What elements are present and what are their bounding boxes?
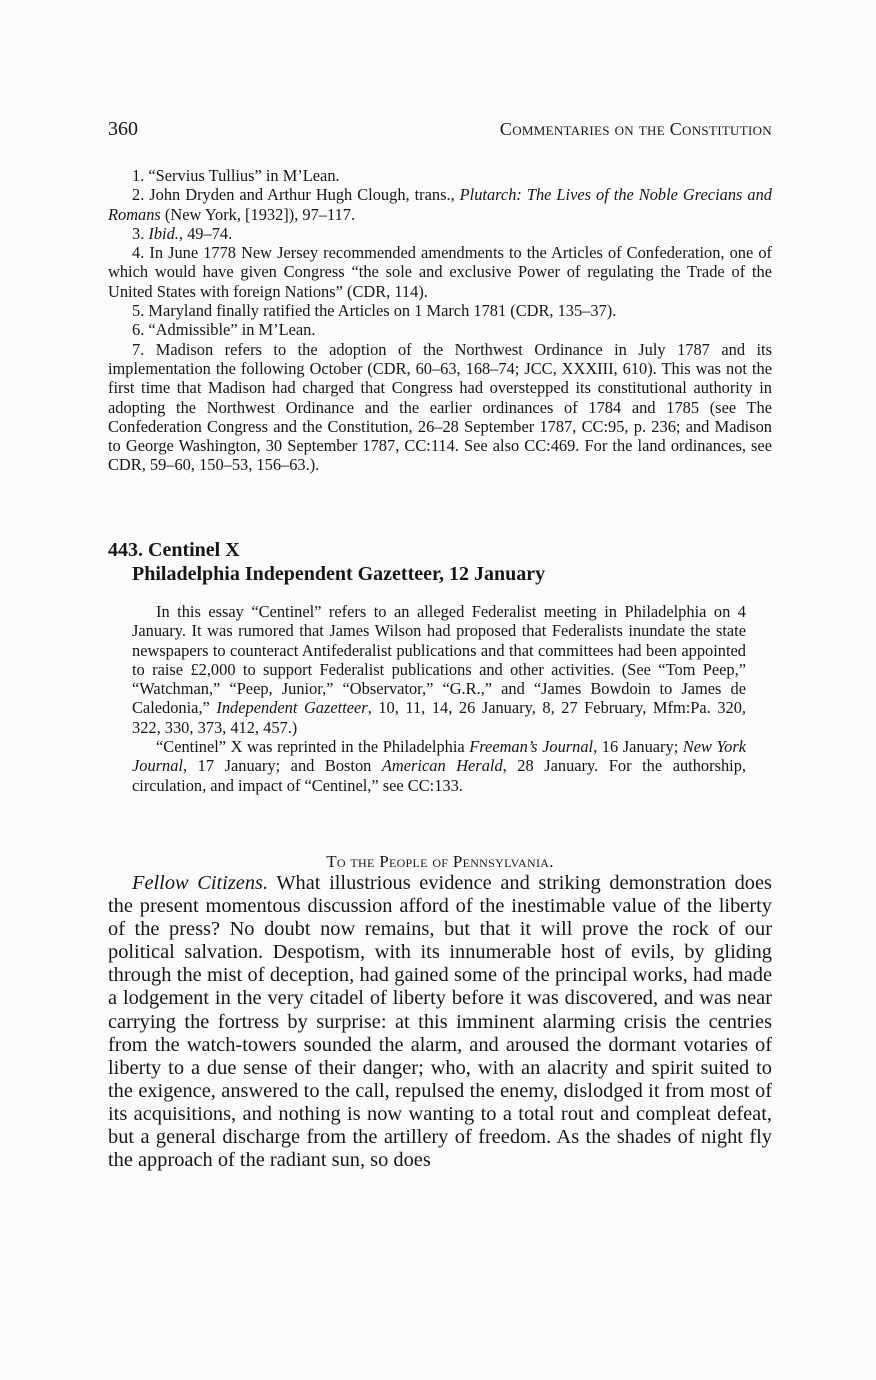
- note-4-text: 4. In June 1778 New Jersey recommended amendments to the Articles of Confederation, one of which would have given Congress “the sole and exclusive Power of regulating the Trade of the United States with foreign Nations” (CDR, 114).: [108, 243, 772, 301]
- running-head: Commentaries on the Constitution: [499, 119, 772, 139]
- note-7: [108, 340, 772, 475]
- document-source: Philadelphia Independent Gazetteer, 12 January: [132, 563, 546, 585]
- headnote-paragraph-1: [132, 602, 746, 737]
- footnotes-section: [108, 166, 772, 475]
- headnote-paragraph-2: [132, 737, 746, 795]
- note-3-ibid: Ibid.: [148, 223, 179, 243]
- address-line: To the People of Pennsylvania.: [326, 852, 554, 871]
- headnote-2-text-d: , 28 January. For the authorship, circulation, and impact of “Centinel,” see CC:133.: [132, 756, 746, 795]
- salutation: Fellow Citizens.: [132, 872, 269, 894]
- note-1-text: 1. “Servius Tullius” in M’Lean.: [132, 166, 340, 185]
- headnote-1-dates: , 10, 11, 14, 26 January, 8, 27 February, Mfm:Pa. 320, 322, 330, 373, 412, 457.): [132, 698, 747, 737]
- note-3-number: 3.: [132, 223, 149, 243]
- note-4: [108, 243, 772, 301]
- essay-paragraph: [108, 872, 772, 1172]
- headnote: [132, 602, 746, 795]
- headnote-1-newspaper: Independent Gazetteer: [216, 698, 368, 718]
- note-2-text: 2. John Dryden and Arthur Hugh Clough, trans.,: [132, 185, 460, 205]
- document-heading: [108, 538, 772, 586]
- headnote-2-text-a: “Centinel” X was reprinted in the Philadelphia: [156, 737, 470, 757]
- note-5-text: 5. Maryland finally ratified the Articles on 1 March 1781 (CDR, 135–37).: [132, 301, 617, 321]
- note-6: [108, 320, 772, 339]
- essay-text: What illustrious evidence and striking demonstration does the present momentous discussion afford of the inestimable value of the liberty of the press? No doubt now remains, but that it will prove the rock of our political salvation. Despotism, with its innumerable host of evils, by gliding through the mist of deception, had gained some of the principal works, had made a lodgement in the very citadel of liberty before it was discovered, and was near carrying the fortress by surprise: at this imminent alarming crisis the centries from the watch-towers sounded the alarm, and aroused the dormant votaries of liberty to a due sense of their danger; who, with an alacrity and spirit suited to the exigence, answered to the call, repulsed the enemy, dislodged it from most of its acquisitions, and nothing is now wanting to a total rout and compleat defeat, but a general discharge from the artillery of freedom. As the shades of night fly the approach of the radiant sun, so does: [108, 872, 772, 1172]
- headnote-2-american-herald: American Herald: [381, 756, 503, 776]
- page-number: 360: [108, 118, 138, 140]
- document-title: 443. Centinel X: [108, 539, 240, 561]
- essay-body: [108, 872, 772, 1172]
- headnote-2-freemans-journal: Freeman’s Journal: [469, 737, 594, 757]
- page-header: [108, 118, 772, 141]
- note-1: [108, 166, 772, 185]
- headnote-2-text-b: , 16 January;: [593, 737, 683, 757]
- note-2: [108, 185, 772, 224]
- note-5: [108, 301, 772, 320]
- headnote-1-text: In this essay “Centinel” refers to an alleged Federalist meeting in Philadelphia on 4 January. It was rumored that James Wilson had proposed that Federalists inundate the state newspapers to counteract Antifederalist publications and that committees had been appointed to raise £2,000 to support Federalist publications and other activities. (See “Tom Peep,” “Watchman,” “Peep, Junior,” “Observator,” “G.R.,” and “James Bowdoin to James de Caledonia,”: [132, 602, 746, 718]
- note-2-title: Plutarch: The Lives of the Noble Grecians and Romans: [108, 185, 772, 224]
- note-6-text: 6. “Admissible” in M’Lean.: [132, 320, 316, 340]
- note-2-citation: (New York, [1932]), 97–117.: [160, 204, 356, 224]
- headnote-2-new-york-journal: New York Journal: [132, 737, 746, 776]
- note-7-text: 7. Madison refers to the adoption of the Northwest Ordinance in July 1787 and its implementation the following October (CDR, 60–63, 168–74; JCC, XXXIII, 610). This was not the first time that Madison had charged that Congress had overstepped its constitutional authority in adopting the Northwest Ordinance and the earlier ordinances of 1784 and 1785 (see The Confederation Congress and the Constitution, 26–28 September 1787, CC:95, p. 236; and Madison to George Washington, 30 September 1787, CC:114. See also CC:469. For the land ordinances, see CDR, 59–60, 150–53, 156–63.).: [108, 339, 772, 475]
- note-3: [108, 224, 772, 243]
- headnote-2-text-c: , 17 January; and Boston: [183, 756, 382, 776]
- note-3-pages: , 49–74.: [178, 223, 233, 243]
